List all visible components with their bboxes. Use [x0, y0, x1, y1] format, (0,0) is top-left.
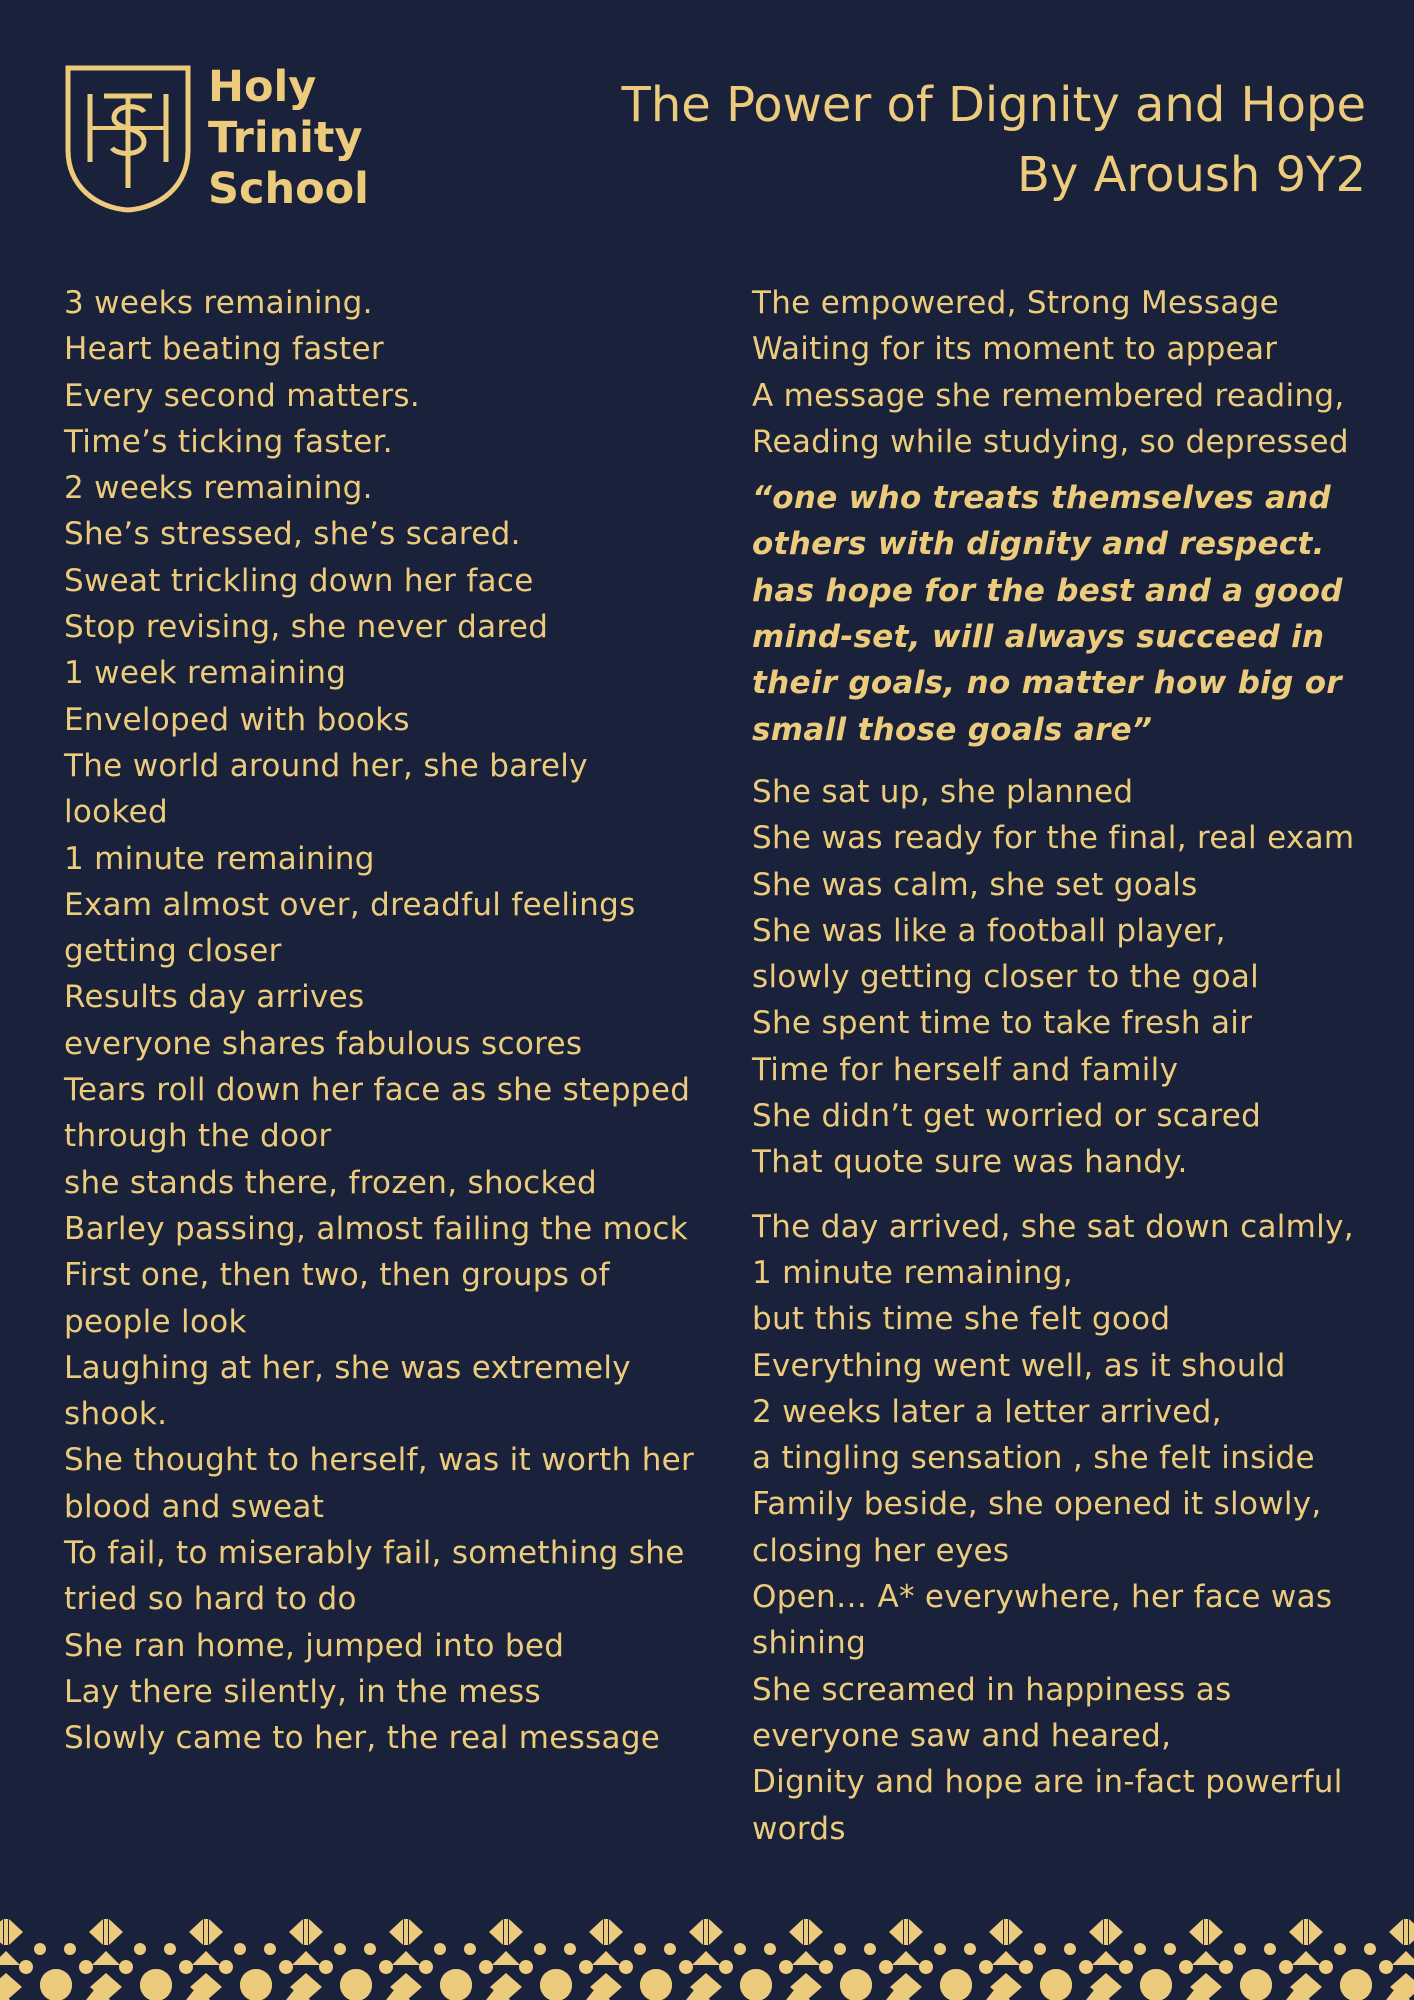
- poem-line: 2 weeks later a letter arrived,: [752, 1393, 1222, 1430]
- border-motif-shape: [589, 1919, 603, 1945]
- border-motif-shape: [540, 1969, 572, 2000]
- border-motif-shape: [992, 1951, 1020, 1965]
- poem-line: Lay there silently, in the mess: [64, 1673, 541, 1710]
- border-motif-shape: [264, 1943, 276, 1955]
- border-motif-shape: [189, 1919, 203, 1945]
- poem-line: 3 weeks remaining.: [64, 285, 373, 321]
- border-motif-shape: [909, 1919, 923, 1945]
- border-motif-shape: [740, 1969, 772, 2000]
- school-name-line-1: Holy: [208, 62, 317, 112]
- border-motif-shape: [1409, 1919, 1414, 1945]
- poem-line: She screamed in happiness as: [752, 1671, 1232, 1708]
- border-motif-shape: [779, 1960, 793, 1974]
- poem-line: shining: [752, 1625, 867, 1662]
- border-motif-shape: [579, 1960, 593, 1974]
- poem-line: Stop revising, she never dared: [64, 609, 549, 646]
- border-motif-shape: [1392, 1951, 1414, 1965]
- poem-left-column: [64, 280, 714, 1762]
- border-motif-shape: [1040, 1969, 1072, 2000]
- poem-line: Family beside, she opened it slowly,: [752, 1486, 1322, 1523]
- poem-line: Open… A* everywhere, her face was: [752, 1579, 1333, 1616]
- border-motif-shape: [592, 1951, 620, 1965]
- poem-line: closing her eyes: [752, 1532, 1010, 1569]
- poem-line: A message she remembered reading,: [752, 377, 1345, 414]
- border-motif-shape: [340, 1969, 372, 2000]
- border-motif-shape: [809, 1919, 823, 1945]
- border-motif-shape: [1340, 1969, 1372, 2000]
- border-motif-shape: [1264, 1943, 1276, 1955]
- border-motif-shape: [1109, 1919, 1123, 1945]
- poem-line: She was ready for the final, real exam: [752, 820, 1355, 857]
- border-motif-shape: [734, 1943, 746, 1955]
- border-motif-shape: [379, 1960, 393, 1974]
- border-motif-shape: [1334, 1943, 1346, 1955]
- border-motif-shape: [109, 1919, 123, 1945]
- border-motif-shape: [309, 1919, 323, 1945]
- border-motif-shape: [434, 1943, 446, 1955]
- border-motif-shape: [164, 1943, 176, 1955]
- border-motif-shape: [1389, 1919, 1403, 1945]
- border-motif-shape: [1234, 1943, 1246, 1955]
- border-motif-shape: [879, 1960, 893, 1974]
- border-motif-shape: [1319, 1960, 1333, 1974]
- border-motif-shape: [634, 1943, 646, 1955]
- poem-line: Enveloped with books: [64, 701, 410, 738]
- poem-line: The world around her, she barely: [64, 747, 588, 784]
- border-motif-shape: [334, 1943, 346, 1955]
- border-motif-shape: [719, 1960, 733, 1974]
- border-motif-shape: [1240, 1969, 1272, 2000]
- border-motif-shape: [934, 1943, 946, 1955]
- school-logo: [64, 64, 369, 215]
- border-motif-shape: [204, 1919, 208, 1945]
- poem-line: Sweat trickling down her face: [64, 562, 534, 599]
- school-name: [208, 62, 369, 215]
- poem-line: Results day arrives: [64, 979, 365, 1016]
- border-motif-shape: [79, 1960, 93, 1974]
- border-motif-shape: [209, 1919, 223, 1945]
- border-motif-shape: [940, 1969, 972, 2000]
- border-motif-shape: [292, 1951, 320, 1965]
- poem-line: Heart beating faster: [64, 331, 384, 368]
- poem-line: That quote sure was handy.: [752, 1144, 1188, 1181]
- border-motif-shape: [192, 1951, 220, 1965]
- border-motif-shape: [1034, 1943, 1046, 1955]
- poem-line: looked: [64, 794, 168, 831]
- poem-author: By Aroush 9Y2: [1017, 147, 1366, 203]
- poem-line: Time for herself and family: [752, 1051, 1179, 1088]
- border-motif-shape: [0, 1919, 3, 1945]
- border-motif-shape: [1364, 1943, 1376, 1955]
- border-motif-shape: [34, 1943, 46, 1955]
- border-motif-shape: [89, 1919, 103, 1945]
- border-motif-shape: [404, 1919, 408, 1945]
- poem-line: Time’s ticking faster.: [64, 423, 393, 460]
- decorative-border-pattern: [0, 1915, 1414, 2000]
- border-motif-shape: [1204, 1919, 1208, 1945]
- border-motif-shape: [364, 1943, 376, 1955]
- border-motif-shape: [179, 1960, 193, 1974]
- stanza-3: [752, 1204, 1382, 1852]
- border-motif-shape: [104, 1919, 108, 1945]
- border-motif-shape: [664, 1943, 676, 1955]
- border-motif-shape: [240, 1969, 272, 2000]
- poem-line: through the door: [64, 1118, 332, 1155]
- poem-line: 1 minute remaining,: [752, 1254, 1073, 1291]
- poem-line: but this time she felt good: [752, 1301, 1171, 1338]
- border-motif-shape: [1179, 1960, 1193, 1974]
- border-motif-shape: [1092, 1951, 1120, 1965]
- poem-line: slowly getting closer to the goal: [752, 959, 1260, 996]
- border-motif-shape: [1019, 1960, 1033, 1974]
- border-motif-shape: [4, 1919, 8, 1945]
- poem-line: Exam almost over, dreadful feelings: [64, 886, 636, 923]
- border-motif-shape: [1104, 1919, 1108, 1945]
- border-motif-shape: [409, 1919, 423, 1945]
- poem-line: She spent time to take fresh air: [752, 1005, 1253, 1042]
- quote-line: small those goals are”: [752, 711, 1153, 748]
- border-motif-shape: [764, 1943, 776, 1955]
- border-motif-shape: [1404, 1919, 1408, 1945]
- border-motif-shape: [979, 1960, 993, 1974]
- border-motif-shape: [1009, 1919, 1023, 1945]
- poem-line: She’s stressed, she’s scared.: [64, 516, 521, 553]
- quote-line: mind-set, will always succeed in: [752, 619, 1325, 656]
- border-motif-shape: [604, 1919, 608, 1945]
- border-motif-shape: [392, 1951, 420, 1965]
- border-motif-shape: [440, 1969, 472, 2000]
- border-motif-shape: [964, 1943, 976, 1955]
- border-motif-shape: [234, 1943, 246, 1955]
- border-motif-shape: [619, 1960, 633, 1974]
- dignity-quote: [752, 475, 1382, 753]
- border-motif-shape: [1140, 1969, 1172, 2000]
- border-motif-shape: [689, 1919, 703, 1945]
- border-motif-shape: [92, 1951, 120, 1965]
- border-motif-shape: [1209, 1919, 1223, 1945]
- border-motif-shape: [479, 1960, 493, 1974]
- border-motif-shape: [119, 1960, 133, 1974]
- poem-line: words: [752, 1810, 846, 1847]
- border-motif-shape: [640, 1969, 672, 2000]
- poem-line: Tears roll down her face as she stepped: [64, 1072, 691, 1109]
- border-motif-shape: [140, 1969, 172, 2000]
- poem-line: Every second matters.: [64, 377, 420, 414]
- school-name-line-2: Trinity: [208, 113, 363, 163]
- border-motif-shape: [1189, 1919, 1203, 1945]
- border-motif-shape: [1279, 1960, 1293, 1974]
- school-name-line-3: School: [208, 164, 369, 214]
- border-motif-shape: [679, 1960, 693, 1974]
- poem-line: The empowered, Strong Message: [752, 285, 1279, 321]
- border-motif-shape: [1004, 1919, 1008, 1945]
- poem-line: To fail, to miserably fail, something she: [64, 1535, 685, 1572]
- poem-line: She thought to herself, was it worth her: [64, 1442, 695, 1479]
- poem-line: Laughing at her, she was extremely: [64, 1349, 631, 1386]
- border-motif-shape: [40, 1969, 72, 2000]
- poem-line: shook.: [64, 1396, 168, 1433]
- border-motif-shape: [1119, 1960, 1133, 1974]
- border-motif-shape: [904, 1919, 908, 1945]
- border-motif-shape: [892, 1951, 920, 1965]
- poem-line: Waiting for its moment to appear: [752, 331, 1278, 368]
- border-motif-shape: [9, 1919, 23, 1945]
- border-motif-shape: [704, 1919, 708, 1945]
- poem-line: 2 weeks remaining.: [64, 470, 373, 507]
- border-motif-shape: [919, 1960, 933, 1974]
- border-motif-shape: [134, 1943, 146, 1955]
- stanza-gap: [752, 1186, 1382, 1204]
- poem-line: getting closer: [64, 933, 282, 970]
- border-motif-shape: [1079, 1960, 1093, 1974]
- poem-line: a tingling sensation , she felt inside: [752, 1440, 1315, 1477]
- poem-line: The day arrived, she sat down calmly,: [752, 1208, 1354, 1245]
- border-motif-shape: [1219, 1960, 1233, 1974]
- border-motif-shape: [804, 1919, 808, 1945]
- poem-title: The Power of Dignity and Hope: [621, 77, 1366, 133]
- border-motif-shape: [989, 1919, 1003, 1945]
- border-motif-shape: [492, 1951, 520, 1965]
- border-motif-shape: [1289, 1919, 1303, 1945]
- poem-line: Dignity and hope are in-fact powerful: [752, 1764, 1343, 1801]
- border-motif-shape: [1304, 1919, 1308, 1945]
- poem-line: everyone shares fabulous scores: [64, 1025, 583, 1062]
- border-motif-shape: [889, 1919, 903, 1945]
- poem-line: Barley passing, almost failing the mock: [64, 1210, 688, 1247]
- poem-line: She ran home, jumped into bed: [64, 1627, 565, 1664]
- border-motif-shape: [1292, 1951, 1320, 1965]
- border-motif-shape: [709, 1919, 723, 1945]
- poem-line: 1 minute remaining: [64, 840, 375, 877]
- border-motif-shape: [1379, 1960, 1393, 1974]
- border-motif-shape: [219, 1960, 233, 1974]
- border-motif-shape: [1164, 1943, 1176, 1955]
- border-motif-shape: [504, 1919, 508, 1945]
- border-motif-shape: [319, 1960, 333, 1974]
- poem-line: 1 week remaining: [64, 655, 347, 692]
- poem-line: everyone saw and heared,: [752, 1717, 1172, 1754]
- border-motif-shape: [789, 1919, 803, 1945]
- poem-title-block: [622, 70, 1366, 210]
- poem-line: Slowly came to her, the real message: [64, 1720, 661, 1757]
- border-motif-shape: [1192, 1951, 1220, 1965]
- poem-line: She didn’t get worried or scared: [752, 1098, 1262, 1135]
- border-motif-shape: [534, 1943, 546, 1955]
- border-motif-shape: [792, 1951, 820, 1965]
- poem-line: First one, then two, then groups of: [64, 1257, 610, 1294]
- border-motif-shape: [819, 1960, 833, 1974]
- border-motif-shape: [519, 1960, 533, 1974]
- quote-line: “one who treats themselves and: [752, 480, 1332, 517]
- stanza-2: [752, 769, 1382, 1186]
- border-motif-shape: [419, 1960, 433, 1974]
- border-motif-shape: [509, 1919, 523, 1945]
- poem-line: blood and sweat: [64, 1488, 325, 1525]
- border-motif-shape: [304, 1919, 308, 1945]
- poem-line: Everything went well, as it should: [752, 1347, 1286, 1384]
- border-motif-shape: [0, 1951, 20, 1965]
- border-motif-shape: [609, 1919, 623, 1945]
- border-motif-shape: [834, 1943, 846, 1955]
- poem-line: She was like a football player,: [752, 912, 1226, 949]
- border-motif-shape: [692, 1951, 720, 1965]
- border-motif-shape: [564, 1943, 576, 1955]
- border-motif-shape: [489, 1919, 503, 1945]
- border-motif-shape: [464, 1943, 476, 1955]
- border-motif-shape: [1064, 1943, 1076, 1955]
- border-motif-shape: [64, 1943, 76, 1955]
- poem-line: Reading while studying, so depressed: [752, 423, 1349, 460]
- border-motif-shape: [864, 1943, 876, 1955]
- poem-line: tried so hard to do: [64, 1581, 357, 1618]
- poem-line: people look: [64, 1303, 247, 1340]
- border-motif-shape: [1089, 1919, 1103, 1945]
- border-motif-shape: [19, 1960, 33, 1974]
- poem-line: she stands there, frozen, shocked: [64, 1164, 598, 1201]
- poem-line: She was calm, she set goals: [752, 866, 1198, 903]
- quote-line: their goals, no matter how big or: [752, 665, 1342, 702]
- stanza-1: [752, 280, 1382, 465]
- border-motif-shape: [840, 1969, 872, 2000]
- quote-line: others with dignity and respect.: [752, 526, 1325, 563]
- border-motif-shape: [1309, 1919, 1323, 1945]
- poem-right-column: [752, 280, 1382, 1852]
- border-motif-shape: [389, 1919, 403, 1945]
- poem-line: She sat up, she planned: [752, 773, 1134, 810]
- border-motif-shape: [1134, 1943, 1146, 1955]
- border-motif-shape: [289, 1919, 303, 1945]
- quote-line: has hope for the best and a good: [752, 572, 1343, 609]
- border-motif-shape: [279, 1960, 293, 1974]
- school-crest-icon: [64, 64, 192, 214]
